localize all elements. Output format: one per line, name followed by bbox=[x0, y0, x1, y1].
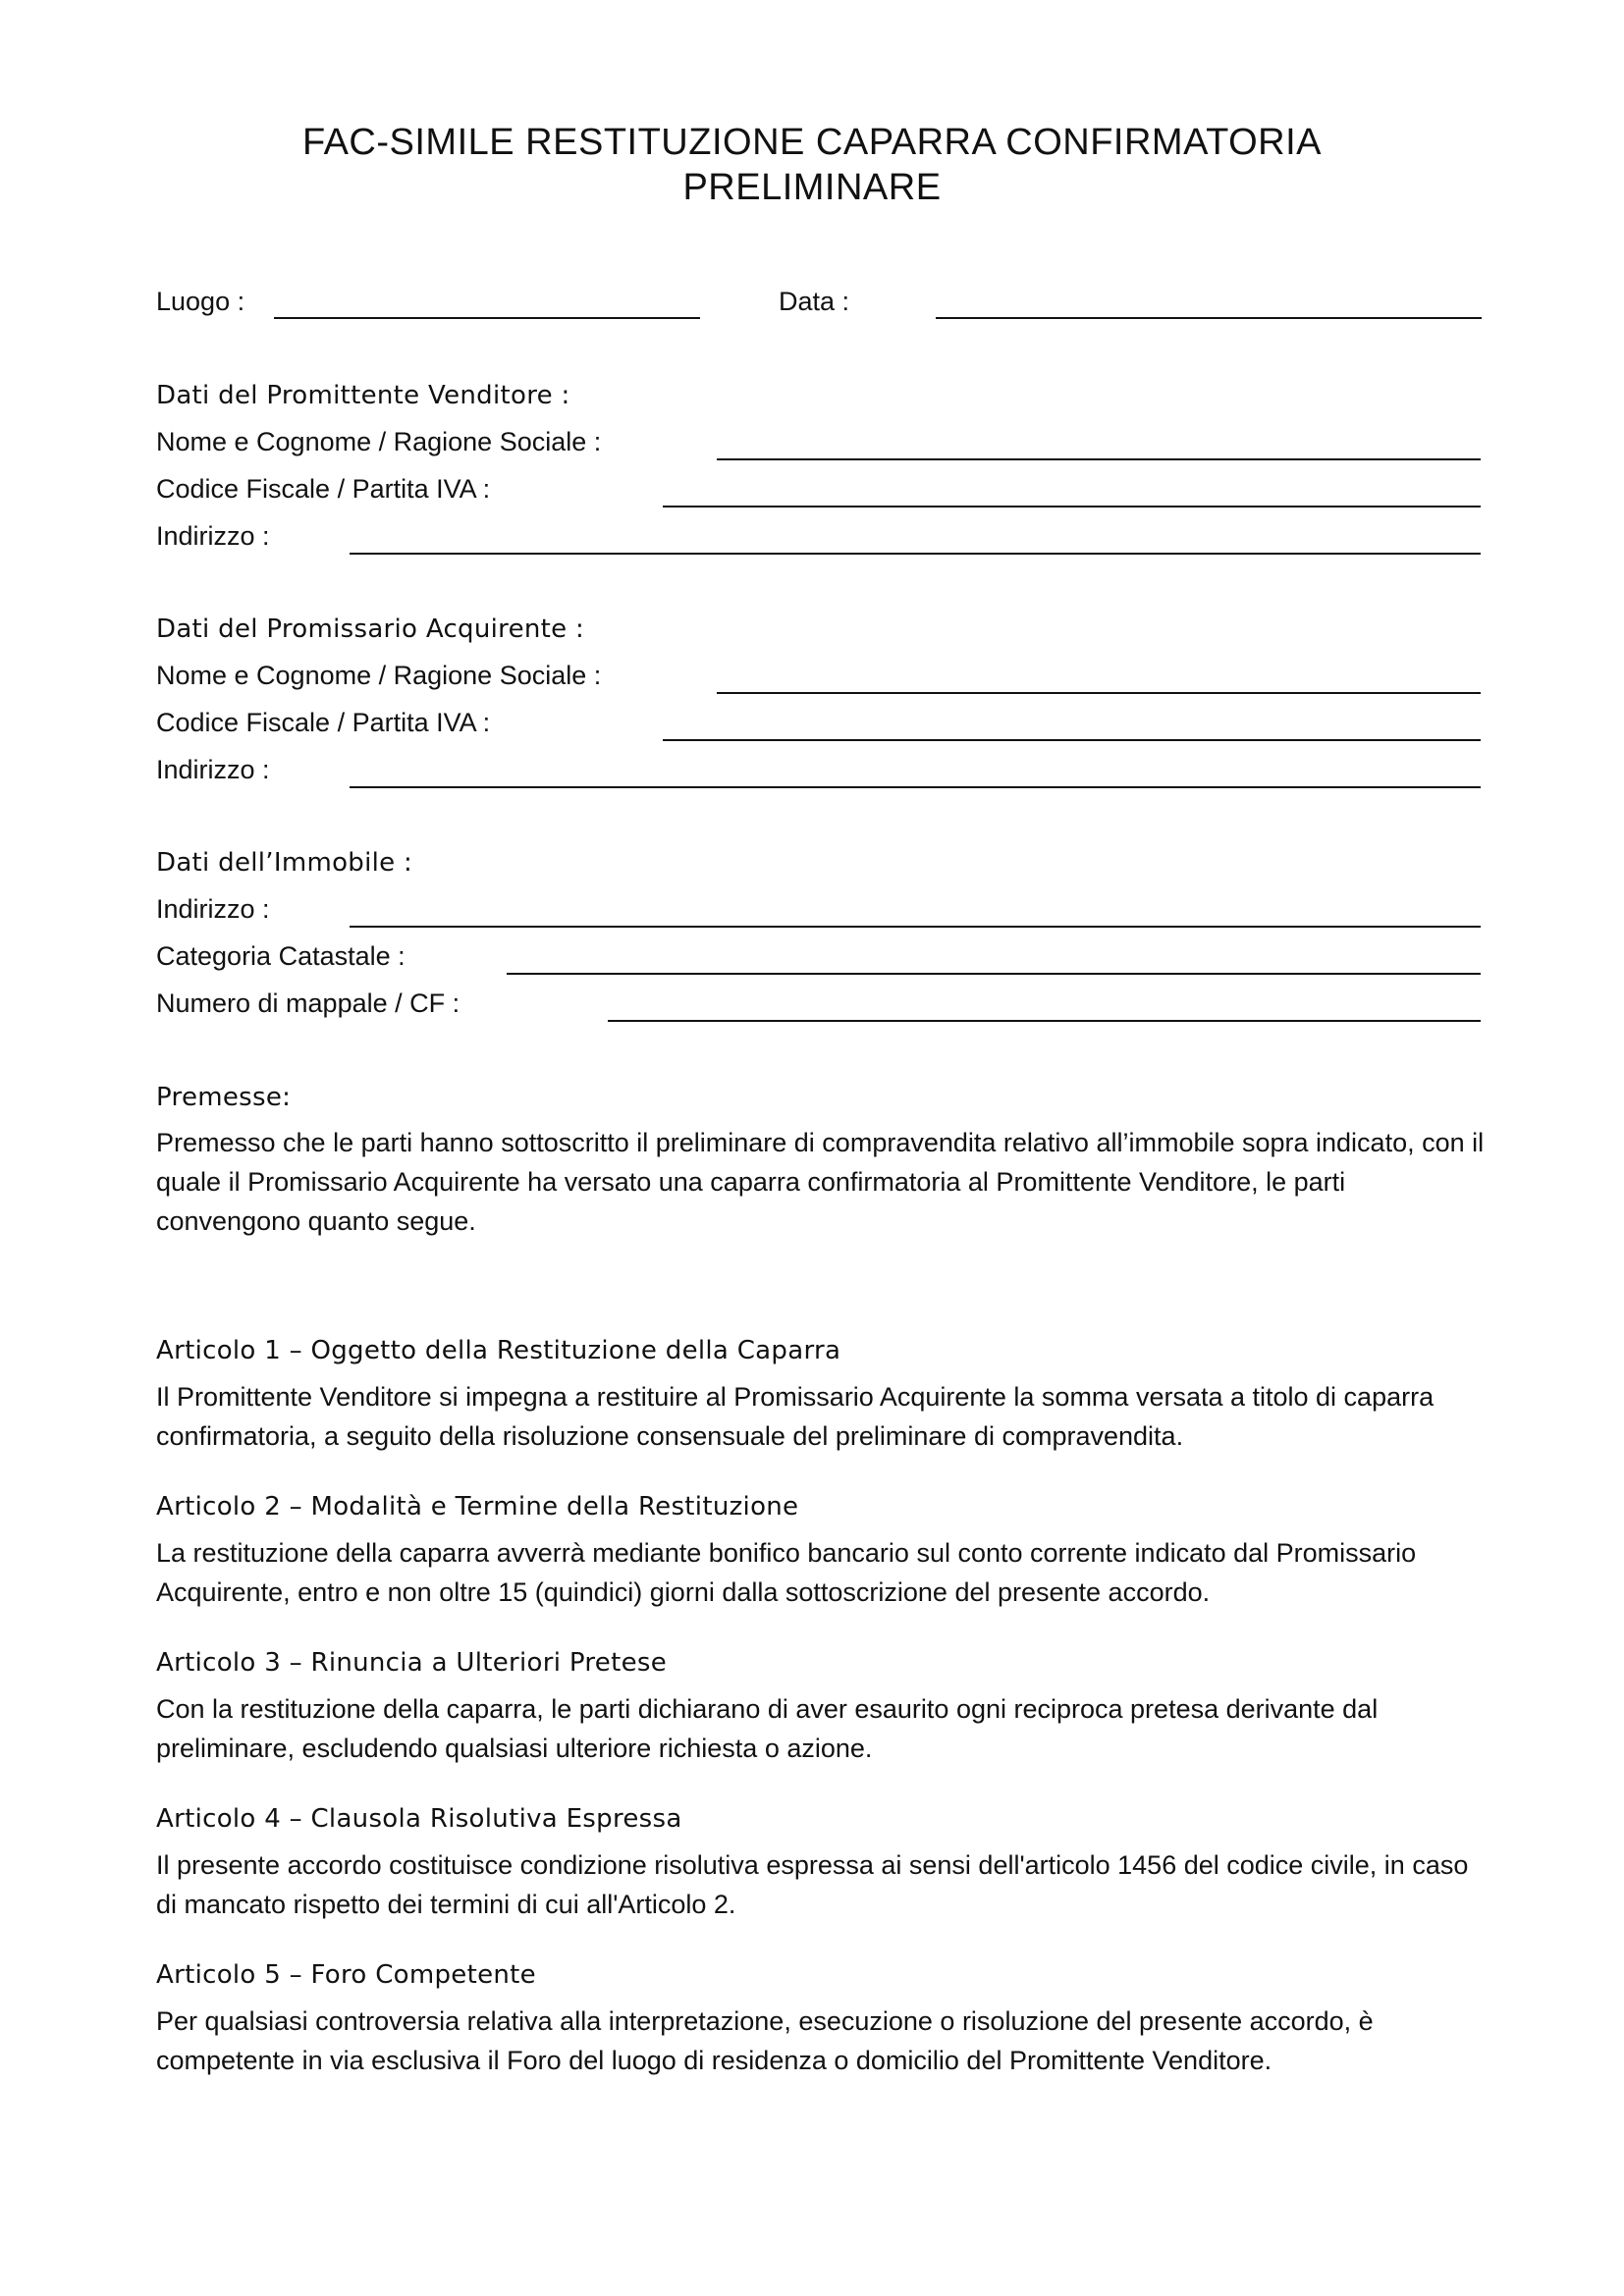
immobile-categoria-field-line[interactable] bbox=[507, 973, 1481, 975]
article-1-text: Il Promittente Venditore si impegna a restituire al Promissario Acquirente la somma versata a titolo di caparra confirmatoria, a seguito della risoluzione consensuale del preliminare di compravendita. bbox=[156, 1382, 1435, 1451]
acquirente-nome-field-line[interactable] bbox=[717, 692, 1481, 694]
document-title-line-1: FAC-SIMILE RESTITUZIONE CAPARRA CONFIRMATORIA bbox=[301, 122, 1323, 163]
venditore-nome-label: Nome e Cognome / Ragione Sociale : bbox=[156, 427, 602, 456]
immobile-mappale-label: Numero di mappale / CF : bbox=[156, 988, 460, 1018]
premesse-heading: Premesse: bbox=[156, 1083, 292, 1112]
venditore-indirizzo-field-line[interactable] bbox=[350, 553, 1481, 555]
acquirente-cf-label: Codice Fiscale / Partita IVA : bbox=[156, 708, 491, 737]
luogo-field-line[interactable] bbox=[274, 317, 700, 319]
article-1-heading: Articolo 1 – Oggetto della Restituzione della Caparra bbox=[156, 1336, 841, 1365]
article-3-heading: Articolo 3 – Rinuncia a Ulteriori Pretese bbox=[156, 1648, 668, 1678]
document-title-line-2: PRELIMINARE bbox=[682, 167, 942, 208]
venditore-cf-field-line[interactable] bbox=[663, 506, 1481, 507]
immobile-categoria-label: Categoria Catastale : bbox=[156, 941, 406, 971]
acquirente-heading: Dati del Promissario Acquirente : bbox=[156, 614, 585, 644]
article-5-text: Per qualsiasi controversia relativa alla interpretazione, esecuzione o risoluzione del presente accordo, è competente in via esclusiva il Foro del luogo di residenza o domicilio del Promittente Venditore. bbox=[156, 2006, 1374, 2075]
immobile-indirizzo-label: Indirizzo : bbox=[156, 894, 270, 924]
data-label: Data : bbox=[779, 287, 850, 316]
venditore-nome-field-line[interactable] bbox=[717, 458, 1481, 460]
article-4-heading: Articolo 4 – Clausola Risolutiva Espressa bbox=[156, 1804, 682, 1834]
venditore-heading: Dati del Promittente Venditore : bbox=[156, 381, 570, 410]
article-5-heading: Articolo 5 – Foro Competente bbox=[156, 1960, 536, 1990]
immobile-mappale-field-line[interactable] bbox=[608, 1020, 1481, 1022]
acquirente-nome-label: Nome e Cognome / Ragione Sociale : bbox=[156, 661, 602, 690]
article-2-text: La restituzione della caparra avverrà mediante bonifico bancario sul conto corrente indicato dal Promissario Acquirente, entro e non oltre 15 (quindici) giorni dalla sottoscrizione del presente accordo. bbox=[156, 1538, 1417, 1607]
data-field-line[interactable] bbox=[936, 317, 1482, 319]
acquirente-indirizzo-label: Indirizzo : bbox=[156, 755, 270, 784]
immobile-heading: Dati dell’Immobile : bbox=[156, 848, 413, 878]
venditore-cf-label: Codice Fiscale / Partita IVA : bbox=[156, 474, 491, 504]
luogo-label: Luogo : bbox=[156, 287, 245, 316]
article-2-heading: Articolo 2 – Modalità e Termine della Restituzione bbox=[156, 1492, 799, 1522]
immobile-indirizzo-field-line[interactable] bbox=[350, 926, 1481, 928]
acquirente-indirizzo-field-line[interactable] bbox=[350, 786, 1481, 788]
venditore-indirizzo-label: Indirizzo : bbox=[156, 521, 270, 551]
article-4-text: Il presente accordo costituisce condizione risolutiva espressa ai sensi dell'articolo 1456 del codice civile, in caso di mancato rispetto dei termini di cui all'Articolo 2. bbox=[156, 1850, 1469, 1919]
premesse-text: Premesso che le parti hanno sottoscritto il preliminare di compravendita relativo all’immobile sopra indicato, con il quale il Promissario Acquirente ha versato una caparra confirmatoria al Promittente Venditore, le parti convengono quanto segue. bbox=[156, 1128, 1485, 1236]
article-3-text: Con la restituzione della caparra, le parti dichiarano di aver esaurito ogni reciproca pretesa derivante dal preliminare, escludendo qualsiasi ulteriore richiesta o azione. bbox=[156, 1694, 1379, 1763]
acquirente-cf-field-line[interactable] bbox=[663, 739, 1481, 741]
